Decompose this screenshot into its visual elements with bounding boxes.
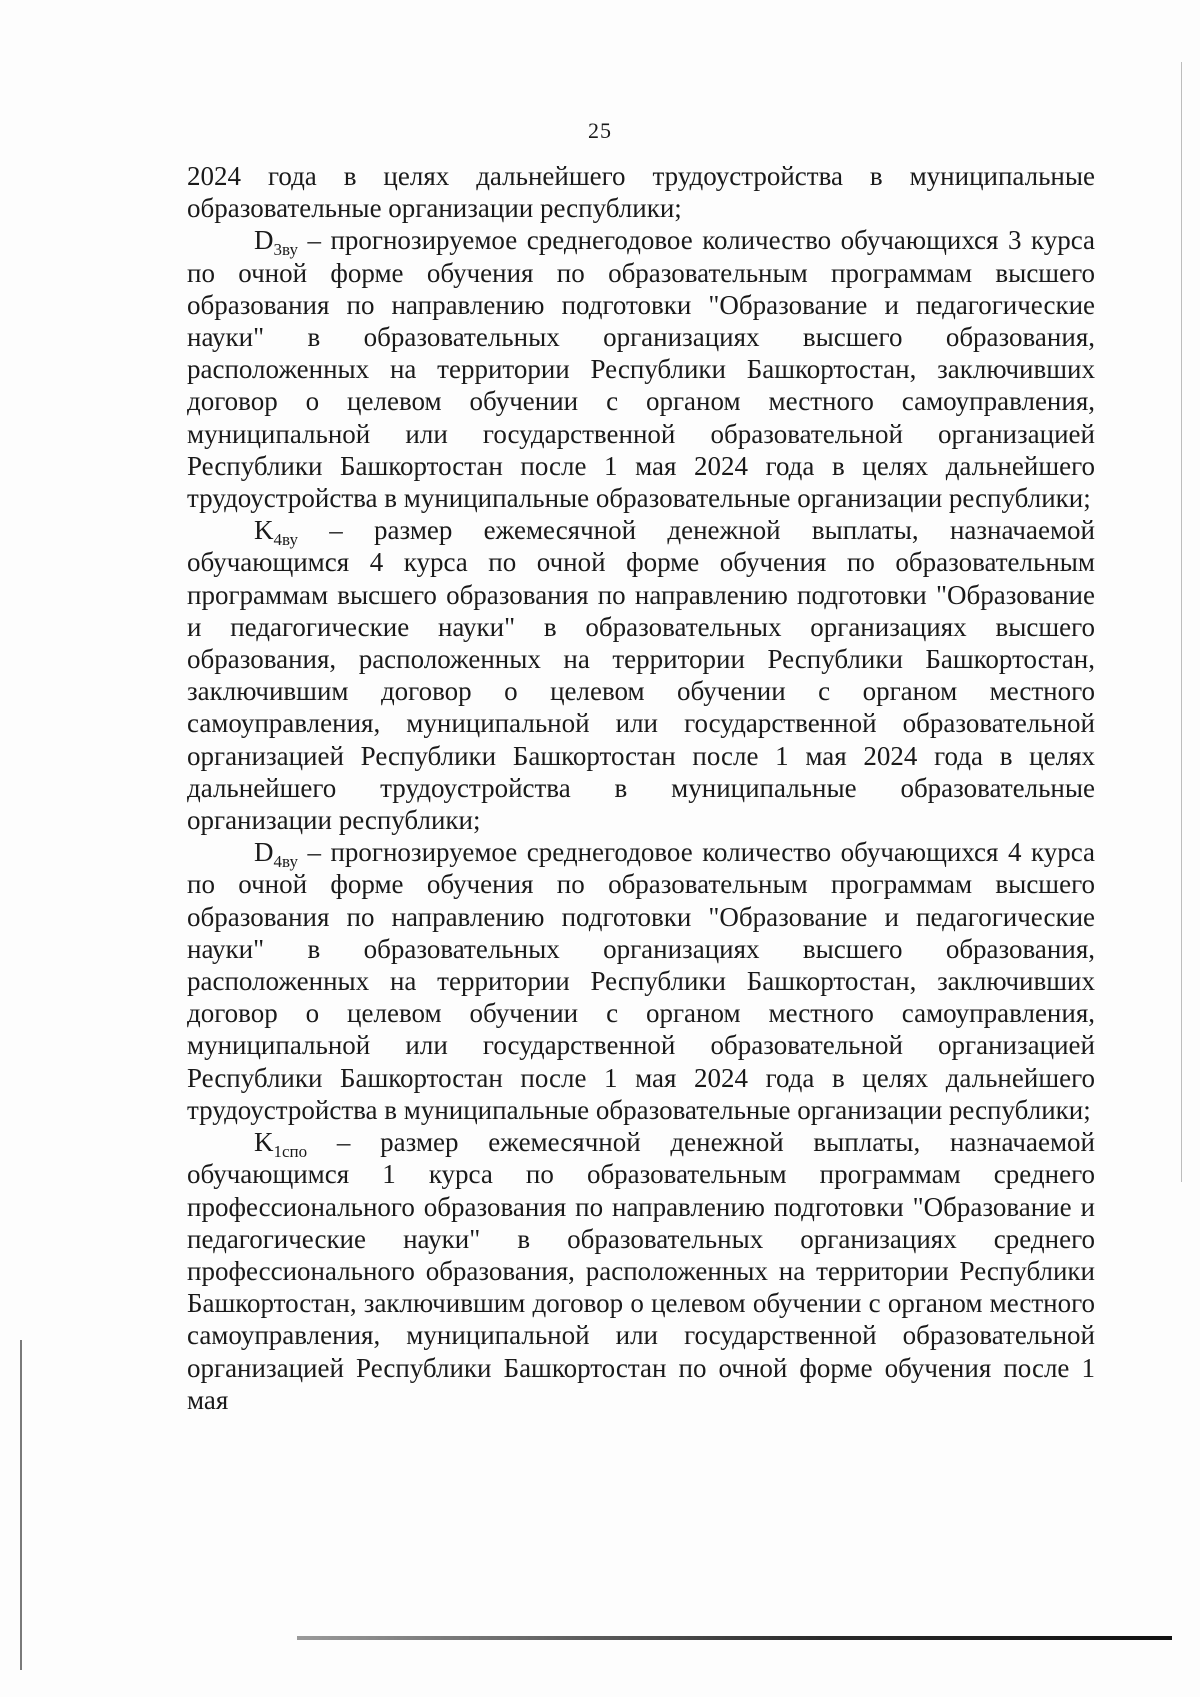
formula-subscript: 4ву	[273, 530, 298, 550]
paragraph-d3vu	[187, 224, 1095, 514]
formula-subscript: 3ву	[273, 240, 298, 260]
paragraph-text: – прогнозируемое среднегодовое количество обучающихся 3 курса по очной форме обучения по образовательным программам высшего образования по направлению подготовки "Образование и педагогические науки" в образовательных организациях высшего образования, расположенных на территории Республики Башкортостан, заключивших договор о целевом обучении с органом местного самоуправления, муниципальной или государственной образовательной организацией Республики Башкортостан после 1 мая 2024 года в целях дальнейшего трудоустройства в муниципальные образовательные организации республики;	[187, 225, 1095, 514]
paragraph-k1spo	[187, 1126, 1095, 1416]
scan-edge-line-left	[20, 1340, 22, 1670]
formula-symbol: $D_{4ву}$	[254, 837, 298, 872]
paragraph-k4vu	[187, 514, 1095, 836]
formula-symbol: $K_{4ву}$	[254, 515, 298, 550]
bottom-rule	[297, 1636, 1172, 1640]
paragraph-text: – размер ежемесячной денежной выплаты, назначаемой обучающимся 1 курса по образовательным программам среднего профессионального образования по направлению подготовки "Образование и педагогические науки" в образовательных организациях среднего профессионального образования, расположенных на территории Республики Башкортостан, заключившим договор о целевом обучении с органом местного самоуправления, муниципальной или государственной образовательной организацией Республики Башкортостан по очной форме обучения после 1 мая	[187, 1127, 1095, 1415]
formula-subscript: 1спо	[273, 1142, 308, 1162]
paragraph-continuation	[187, 160, 1095, 224]
paragraph-text: – размер ежемесячной денежной выплаты, назначаемой обучающимся 4 курса по очной форме обучения по образовательным программам высшего образования по направлению подготовки "Образование и педагогические науки" в образовательных организациях высшего образования, расположенных на территории Республики Башкортостан, заключившим договор о целевом обучении с органом местного самоуправления, муниципальной или государственной образовательной организацией Республики Башкортостан после 1 мая 2024 года в целях дальнейшего трудоустройства в муниципальные образовательные организации республики;	[187, 515, 1095, 836]
paragraph-text: – прогнозируемое среднегодовое количество обучающихся 4 курса по очной форме обучения по образовательным программам высшего образования по направлению подготовки "Образование и педагогические науки" в образовательных организациях высшего образования, расположенных на территории Республики Башкортостан, заключивших договор о целевом обучении с органом местного самоуправления, муниципальной или государственной образовательной организацией Республики Башкортостан после 1 мая 2024 года в целях дальнейшего трудоустройства в муниципальные образовательные организации республики;	[187, 837, 1095, 1125]
page-number: 25	[588, 118, 612, 143]
formula-symbol: $D_{3ву}$	[254, 225, 298, 260]
formula-subscript: 4ву	[273, 852, 298, 872]
scan-edge-line	[1181, 62, 1182, 1182]
paragraph-text: 2024 года в целях дальнейшего трудоустройства в муниципальные образовательные организации республики;	[187, 161, 1095, 224]
paragraph-d4vu	[187, 836, 1095, 1126]
document-body	[187, 160, 1095, 1416]
formula-symbol: $K_{1спо}$	[254, 1127, 308, 1162]
